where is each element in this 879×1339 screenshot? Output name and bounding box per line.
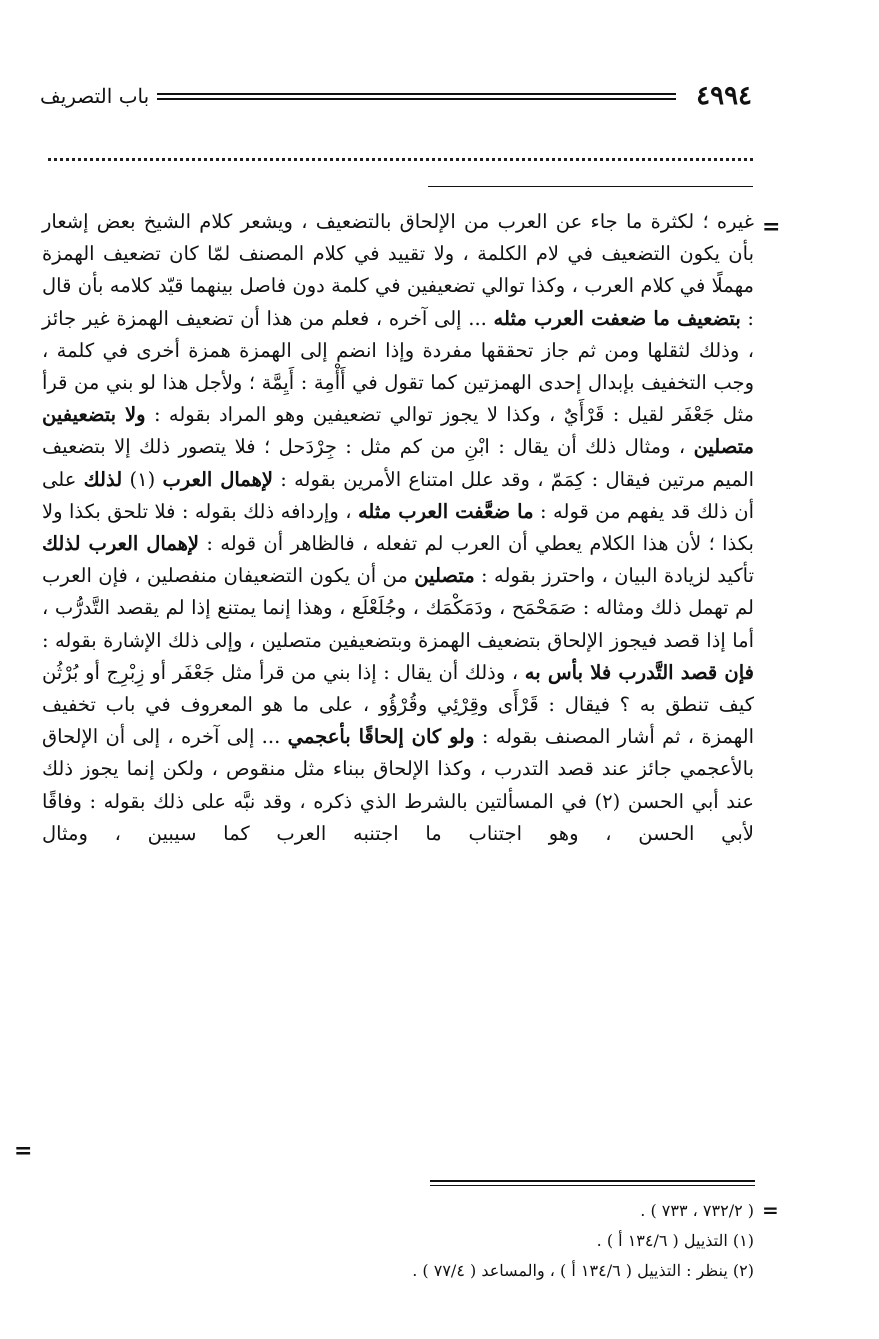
quoted-text: ولا بتضعيفين متصلين	[42, 403, 754, 459]
section-rule	[428, 186, 753, 187]
quoted-text: لإهمال العرب لذلك	[42, 532, 200, 556]
text-run: ... إلى آخره ، فعلم من هذا أن تضعيف الهمزة غير جائز ، وذلك لثقلها ومن ثم جاز تحققها مفردة وإذا انضم إلى الهمزة همزة أخرى في كلمة ، وجب التخفيف بإبدال إحدى الهمزتين كما تقول في أَأْمِة : أَيِمَّة ؛ ولأجل هذا لو بني من قرأ مثل جَعْفَر لقيل : قَرْأَيٌ ، وكذا لا يجوز توالي تضعيفين وهو المراد بقوله :	[42, 306, 755, 427]
quoted-text: لإهمال العرب	[162, 467, 273, 491]
quoted-text: ما ضعَّفت العرب مثله	[357, 499, 534, 523]
quoted-text: ولو كان إلحاقًا بأعجمي	[287, 725, 475, 749]
footnotes	[300, 1196, 754, 1286]
commentary-paragraph	[42, 206, 754, 850]
continuation-mark-end: =	[14, 1138, 33, 1164]
footnote-continuation-mark: =	[762, 1198, 779, 1222]
quoted-text: بتضعيف ما ضعفت العرب مثله	[493, 306, 741, 330]
text-run: ، ومثال ذلك أن يقال : ابْنِ من كم مثل : جِرْدَحل ؛ فلا يتصور ذلك إلا بتضعيف الميم مرتين فيقال : كِمَمّ ، وقد علل امتناع الأمرين بقوله :	[42, 435, 755, 491]
text-run: ... إلى آخره ، إلى أن الإلحاق بالأعجمي جائز عند قصد التدرب ، وكذا الإلحاق ببناء مثل منقوص ، ولكن إنما يجوز ذلك عند أبي الحسن (٢) في المسألتين بالشرط الذي ذكره ، وقد نبَّه على ذلك بقوله : وفاقًا لأبي الحسن ، وهو اجتناب ما اجتنبه العرب كما سيبين ، ومثال	[42, 725, 755, 845]
header-double-rule	[157, 93, 676, 100]
footnote-item: (١) التذييل ( ١٣٤/٦ أ ) .	[596, 1231, 754, 1250]
dotted-separator	[48, 146, 753, 161]
text-run: غيره ؛ لكثرة ما جاء عن العرب من الإلحاق بالتضعيف ، ويشعر كلام الشيخ بعض إشعار بأن يكون التضعيف في لام الكلمة ، ولا تقييد في كلام المصنف لمّا كان تضعيف الهمزة مهملًا في كلام العرب ، وكذا توالي تضعيفين في كلمة دون فاصل بينهما قيّد كلامه بأن قال :	[42, 210, 754, 330]
chapter-title: باب التصريف	[40, 84, 150, 108]
text-run: على أن ذلك قد يفهم من قوله :	[42, 467, 754, 523]
quoted-text: فإن قصد التَّدرب فلا بأس به	[524, 660, 755, 684]
text-run: من أن يكون التضعيفان منفصلين ، فإن العرب لم تهمل ذلك ومثاله : صَمَحْمَح ، ودَمَكْمَك ، وجُلَعْلَع ، وهذا إنما يمتنع إذا لم يقصد التَّدرُّب ، أما إذا قصد فيجوز الإلحاق بتضعيف الهمزة وبتضعيفين متصلين ، وإلى ذلك الإشارة بقوله :	[42, 564, 754, 652]
page-header	[40, 76, 752, 116]
text-run: تأكيد لزيادة البيان ، واحترز بقوله :	[474, 564, 754, 588]
footnote-ref: (١)	[122, 467, 163, 491]
quoted-text: لذلك	[83, 467, 123, 491]
text-run: ، وذلك أن يقال : إذا بني من قرأ مثل جَعْفَر أو زِبْرِج أو بُرْثُن كيف تنطق به ؟ فيقال : قَرْأَى وقِرْئِي وقُرْؤُو ، على ما هو المعروف في باب تخفيف الهمزة ، ثم أشار المصنف بقوله :	[42, 660, 754, 749]
main-text	[42, 206, 754, 850]
footnote-item: ( ٧٣٢/٢ ، ٧٣٣ ) .	[640, 1201, 754, 1220]
footnote-item: (٢) ينظر : التذييل ( ١٣٤/٦ أ ) ، والمساعد ( ٧٧/٤ ) .	[412, 1261, 754, 1280]
text-run: ، وإردافه ذلك بقوله : فلا تلحق بكذا ولا بكذا ؛ لأن هذا الكلام يعطي أن العرب لم تفعله ، فالظاهر أن قوله :	[42, 499, 754, 556]
quoted-text: متصلين	[414, 564, 475, 588]
page-number: ٤٩٩٤	[696, 81, 752, 111]
footnote-rule	[430, 1180, 755, 1186]
continuation-mark-start: =	[762, 214, 781, 240]
